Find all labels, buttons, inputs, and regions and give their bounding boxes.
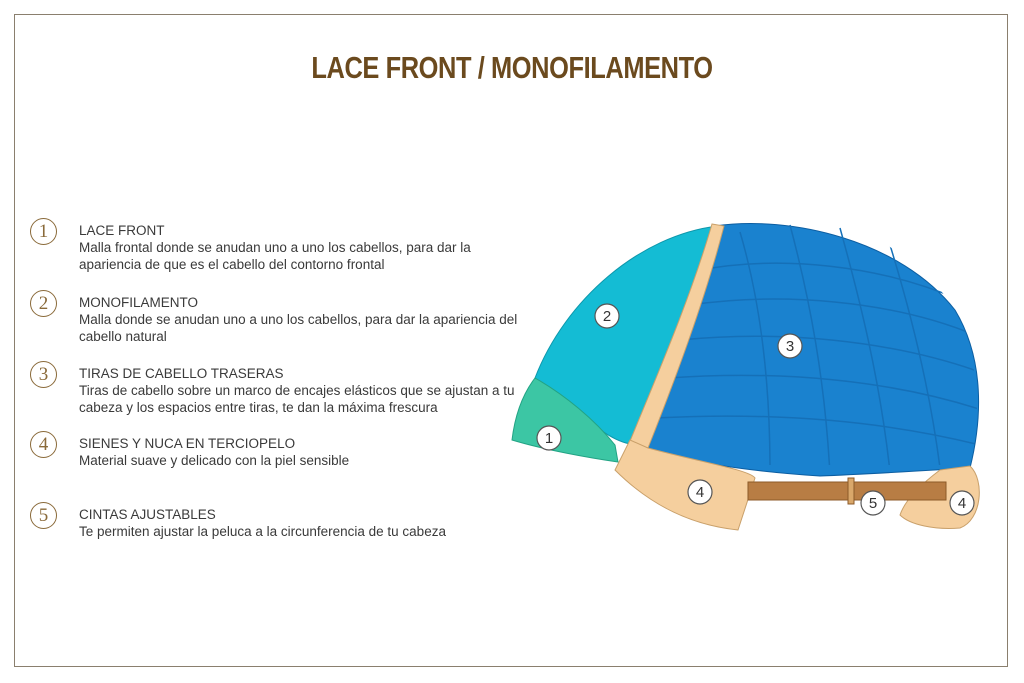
callout-4-sien xyxy=(688,480,712,504)
callout-5 xyxy=(861,491,885,515)
legend-item-title: CINTAS AJUSTABLES xyxy=(79,507,216,522)
legend-item-title: MONOFILAMENTO xyxy=(79,295,199,310)
number-badge: 2 xyxy=(30,290,57,317)
callout-3 xyxy=(778,334,802,358)
legend-item-title: SIENES Y NUCA EN TERCIOPELO xyxy=(79,436,296,451)
legend-item-description: Malla donde se anudan uno a uno los cabellos, para dar la apariencia del cabello natural xyxy=(79,312,518,344)
strap-buckle xyxy=(848,478,854,504)
legend-item-title: TIRAS DE CABELLO TRASERAS xyxy=(79,366,284,381)
svg-text:4: 4 xyxy=(957,495,967,512)
number-badge: 3 xyxy=(30,361,57,388)
svg-text:2: 2 xyxy=(602,308,612,325)
svg-text:4: 4 xyxy=(695,484,705,501)
svg-text:1: 1 xyxy=(544,430,554,447)
legend-item-title: LACE FRONT xyxy=(79,223,165,238)
number-badge: 4 xyxy=(30,431,57,458)
callout-4-nuca xyxy=(950,491,974,515)
zone-cintas-ajustables xyxy=(748,482,946,500)
callout-1 xyxy=(537,426,561,450)
legend-item-description: Tiras de cabello sobre un marco de encajes elásticos que se ajustan a tu cabeza y los espacios entre tiras, te dan la máxima frescura xyxy=(79,383,515,415)
callout-2 xyxy=(595,304,619,328)
number-badge: 5 xyxy=(30,502,57,529)
wig-cap-diagram xyxy=(500,210,1000,550)
legend-item-description: Material suave y delicado con la piel sensible xyxy=(79,453,350,468)
legend-item-description: Te permiten ajustar la peluca a la circunferencia de tu cabeza xyxy=(79,524,446,539)
svg-text:3: 3 xyxy=(785,338,795,355)
number-badge: 1 xyxy=(30,218,57,245)
page-title: LACE FRONT / MONOFILAMENTO xyxy=(311,50,713,85)
svg-text:5: 5 xyxy=(868,495,878,512)
legend-item-description: Malla frontal donde se anudan uno a uno los cabellos, para dar la apariencia de que es el cabello del contorno frontal xyxy=(79,240,471,272)
